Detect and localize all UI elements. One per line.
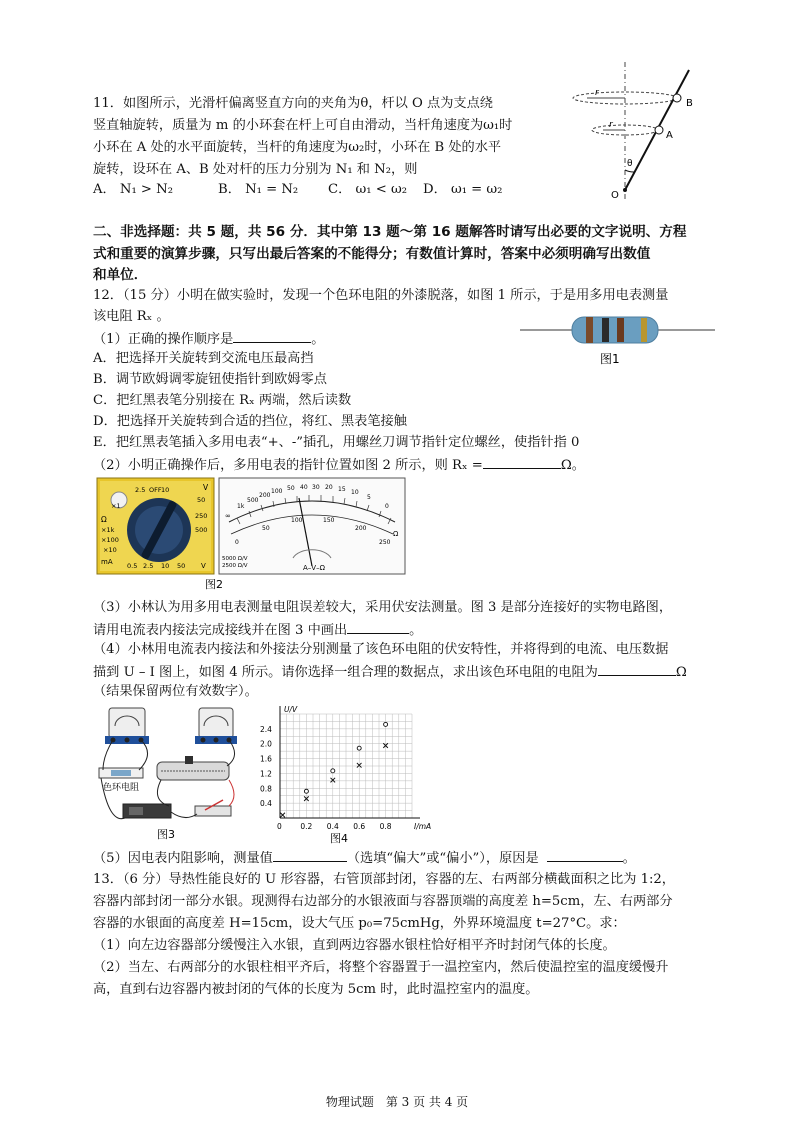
figure2-multimeter [97, 478, 407, 593]
dc-scale-150: 150 [323, 517, 335, 524]
dial-footer2: 2500 Ω/V [222, 563, 248, 569]
q12-part1-blank [233, 328, 311, 343]
q12-part5-blank1 [273, 847, 347, 862]
q12-part3-line2 [93, 619, 422, 641]
q11-rotating-rod-figure [565, 62, 715, 202]
data-point-cross [280, 813, 285, 818]
q12-part4-line2 [93, 661, 687, 683]
q11-line3: 小环在 A 处的水平面旋转，当杆的角速度为ω₂时，小环在 B 处的水平 [93, 140, 502, 155]
q11-fig-r1: r [595, 88, 599, 98]
knob-ac-250: 250 [195, 512, 208, 520]
q12-part2-unit: Ω。 [560, 458, 585, 473]
knob-x1: ×1 [111, 502, 121, 510]
data-point-circle [304, 789, 308, 793]
y-tick-label: 1.6 [260, 754, 272, 764]
q11-line1: 11．如图所示，光滑杆偏离竖直方向的夹角为θ，杆以 O 点为支点绕 [93, 96, 493, 111]
y-tick-label: 1.2 [260, 769, 272, 779]
dc-scale-100: 100 [291, 517, 303, 524]
q11-line4: 旋转，设环在 A、B 处对杆的压力分别为 N₁ 和 N₂，则 [93, 162, 418, 177]
figure3-resistor-label: 色环电阻 [103, 783, 140, 793]
q13-line5: （2）当左、右两部分的水银柱相平齐后，将整个容器置于一温控室内，然后使温控室的温度缓慢升 [93, 960, 669, 975]
figure3-circuit [95, 704, 245, 844]
q11-options [93, 180, 502, 200]
y-tick-label: 2.0 [260, 739, 272, 749]
q12-part5-text-b: （选填“偏大”或“偏小”），原因是 [346, 851, 539, 866]
q11-fig-label-o: O [611, 190, 619, 201]
q12-option-e: E．把红黑表笔插入多用电表“+、-”插孔，用螺丝刀调节指针定位螺丝，使指针指 0 [93, 435, 580, 450]
q12-option-a: A．把选择开关旋转到交流电压最高挡 [93, 351, 314, 366]
knob-off: OFF [149, 486, 162, 494]
ohm-scale-500: 500 [247, 497, 259, 504]
figure2-caption: 图2 [205, 578, 223, 591]
q11-option-c: C． ω₁ < ω₂ [328, 182, 407, 197]
q12-option-b: B．调节欧姆调零旋钮使指针到欧姆零点 [93, 372, 327, 387]
ohm-scale-inf: ∞ [225, 512, 231, 520]
ohm-scale-50: 50 [287, 485, 295, 492]
q11-line2: 竖直轴旋转，质量为 m 的小环套在杆上可自由滑动，当杆角速度为ω₁时 [93, 118, 513, 133]
figure3-caption: 图3 [157, 828, 175, 841]
q13-line1: 13．（6 分）导热性能良好的 U 形容器，右管顶部封闭，容器的左、右两部分横截面积之比为 1:2， [93, 872, 675, 887]
y-tick-label: 0.4 [260, 799, 272, 809]
q11-fig-label-b: B [686, 98, 693, 109]
knob-x10: ×10 [103, 546, 117, 554]
q12-part5-end: 。 [622, 851, 636, 866]
knob-ma-50: 50 [177, 562, 186, 570]
dial-footer1: 5000 Ω/V [222, 556, 248, 562]
ohm-scale-1k: 1k [237, 503, 245, 510]
dc-scale-200: 200 [355, 525, 367, 532]
figure1-resistor [520, 308, 715, 368]
y-tick-label: 0.8 [260, 784, 272, 794]
knob-v-label: V [203, 483, 209, 492]
q12-part3-blank [347, 619, 409, 634]
knob-ac-50: 50 [197, 496, 206, 504]
q12-part5-text-a: （5）因电表内阻影响，测量值 [93, 851, 273, 866]
q12-option-d: D．把选择开关旋转到合适的挡位，将红、黑表笔接触 [93, 414, 407, 429]
data-point-circle [357, 746, 361, 750]
ohm-scale-40: 40 [300, 484, 308, 491]
q12-part2 [93, 454, 585, 476]
q11-option-a: A． N₁ > N₂ [93, 182, 173, 197]
q12-part3-end: 。 [409, 623, 423, 638]
q12-part5-blank2 [547, 847, 623, 862]
data-point-circle [331, 769, 335, 773]
data-point-circle [384, 722, 388, 726]
ohm-scale-100: 100 [271, 488, 283, 495]
knob-ma-0-5: 0.5 [127, 562, 138, 570]
dc-scale-50: 50 [262, 525, 270, 532]
q12-part3-line1: （3）小林认为用多用电表测量电阻误差较大，采用伏安法测量。图 3 是部分连接好的实物电路图， [93, 600, 673, 615]
ohm-scale-10: 10 [351, 489, 359, 496]
knob-ma-10: 10 [161, 562, 170, 570]
q12-part2-text: （2）小明正确操作后，多用电表的指针位置如图 2 所示，则 Rₓ = [93, 458, 483, 473]
knob-x1k: ×1k [101, 526, 115, 534]
q13-line6: 高，直到右边容器内被封闭的气体的长度为 5cm 时，此时温控室内的温度。 [93, 982, 539, 997]
x-tick-label: 0.4 [326, 822, 339, 831]
dc-scale-250: 250 [379, 539, 391, 546]
q12-part5 [93, 847, 636, 869]
knob-x100: ×100 [101, 536, 119, 544]
x-tick-label: 0.8 [379, 822, 392, 831]
q13-line2: 容器内部封闭一部分水银。现测得右边部分的水银液面与容器顶端的高度差 h=5cm，左、右两部分 [93, 894, 673, 909]
q12-part4-unit: Ω [675, 665, 687, 680]
ohm-scale-30: 30 [312, 484, 320, 491]
figure4-caption: 图4 [330, 832, 348, 845]
q11-option-d: D． ω₁ = ω₂ [423, 182, 503, 197]
knob-ma-label: mA [101, 558, 113, 566]
page-footer: 物理试题 第 3 页 共 4 页 [325, 1095, 469, 1109]
q11-fig-label-a: A [666, 130, 673, 141]
dc-scale-0: 0 [235, 539, 239, 546]
q11-fig-r2: r [609, 120, 613, 130]
ohm-scale-5: 5 [367, 494, 371, 501]
q11-fig-theta: θ [627, 159, 633, 169]
knob-dc-v-label: V [201, 562, 206, 570]
ohm-scale-15: 15 [338, 486, 346, 493]
ohm-scale-20: 20 [325, 484, 333, 491]
q12-part1-end: 。 [311, 332, 325, 347]
x-tick-label: 0.6 [353, 822, 366, 831]
figure4-ui-chart [258, 700, 432, 845]
q12-part4-line3: （结果保留两位有效数字）。 [93, 684, 258, 699]
q12-part1 [93, 328, 324, 350]
x-tick-label: 0.2 [300, 822, 313, 831]
section2-line2: 式和重要的演算步骤，只写出最后答案的不能得分；有数值计算时，答案中必须明确写出数值 [93, 246, 651, 262]
knob-ma-2-5: 2.5 [143, 562, 154, 570]
knob-ac-10: 10 [161, 486, 170, 494]
y-tick-label: 2.4 [260, 724, 272, 734]
ohm-scale-0: 0 [385, 503, 389, 510]
q12-part3-text: 请用电流表内接法完成接线并在图 3 中画出 [93, 623, 348, 638]
q12-intro1: 12．（15 分）小明在做实验时，发现一个色环电阻的外漆脱落，如图 1 所示，于是用多用电表测量 [93, 288, 669, 303]
knob-ac-500: 500 [195, 526, 208, 534]
q13-line4: （1）向左边容器部分缓慢注入水银，直到两边容器水银柱恰好相平齐时封闭气体的长度。 [93, 938, 616, 953]
ohm-scale-200: 200 [259, 492, 271, 499]
dial-center-label: A–V–Ω [303, 564, 325, 572]
q13-line3: 容器的水银面的高度差 H=15cm，设大气压 p₀=75cmHg，外界环境温度 t=27°C。求： [93, 916, 626, 931]
section2-line3: 和单位． [93, 267, 148, 283]
q11-option-b: B． N₁ = N₂ [218, 182, 299, 197]
figure1-caption: 图1 [600, 352, 620, 366]
knob-ohm-label: Ω [101, 515, 107, 524]
dial-ohm-symbol: Ω [393, 530, 399, 538]
q12-part4-text: 描到 U – I 图上，如图 4 所示。请你选择一组合理的数据点，求出该色环电阻的电阻为 [93, 665, 598, 680]
q12-part1-text: （1）正确的操作顺序是 [93, 332, 234, 347]
y-axis-label: U/V [284, 705, 298, 714]
q12-part4-blank [598, 661, 676, 676]
q12-intro2: 该电阻 Rₓ 。 [93, 309, 170, 324]
q12-part2-blank [483, 454, 561, 469]
q12-option-c: C．把红黑表笔分别接在 Rₓ 两端，然后读数 [93, 393, 352, 408]
x-axis-label: I/mA [414, 822, 432, 831]
x-tick-label: 0 [277, 822, 282, 831]
section2-line1: 二、非选择题：共 5 题，共 56 分．其中第 13 题～第 16 题解答时请写出必要的文字说明、方程 [93, 224, 687, 240]
knob-ac-2-5: 2.5 [135, 486, 146, 494]
q12-part4-line1: （4）小林用电流表内接法和外接法分别测量了该色环电阻的伏安特性，并将得到的电流、电压数据 [93, 642, 669, 657]
